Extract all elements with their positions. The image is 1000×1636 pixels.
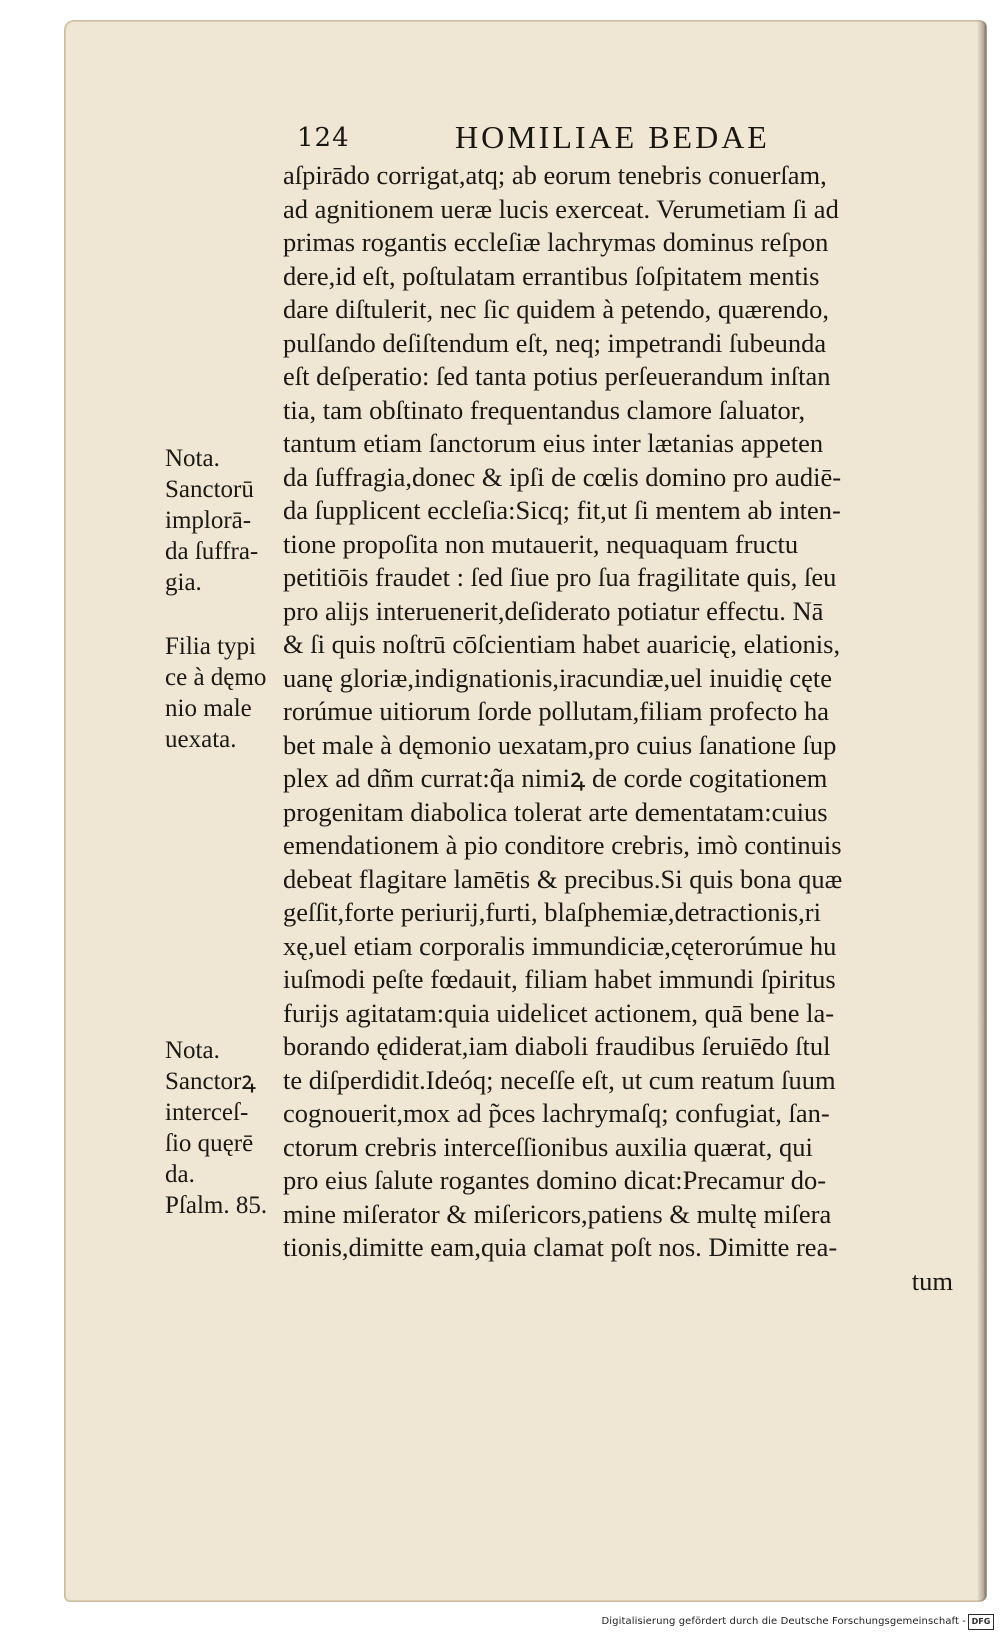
body-line: plex ad dñm currat:q̃a nimiꝝ de corde cogitationem xyxy=(283,763,828,793)
body-line: petitiōis fraudet : ſed ſiue pro ſua fragilitate quis, ſeu xyxy=(283,562,837,592)
body-line: ad agnitionem ueræ lucis exerceat. Verumetiam ſi ad xyxy=(283,193,839,224)
margin-note-line: ſio quęrē xyxy=(165,1130,254,1157)
body-line: pro alijs interuenerit,deſiderato potiatur effectu. Nā xyxy=(283,595,824,626)
page-gutter-shadow xyxy=(977,21,987,1601)
body-line: rorúmue uitiorum ſorde pollutam,filiam profecto ha xyxy=(283,696,830,726)
funding-credit: Digitalisierung gefördert durch die Deutsche Forschungsgemeinschaft - xyxy=(601,1616,966,1627)
margin-note-line: ce à dęmo xyxy=(165,664,267,691)
body-line: pulſando deſiſtendum eſt, neq; impetrandi ſubeunda xyxy=(283,327,827,358)
running-title: HOMILIAE BEDAE xyxy=(455,119,770,155)
body-line: xę,uel etiam corporalis immundiciæ,cęterorúmue hu xyxy=(283,930,837,961)
margin-note-line: gia. xyxy=(165,569,202,596)
body-line: dere,id eſt, poſtulatam errantibus ſoſpitatem mentis xyxy=(283,260,820,291)
body-line: da ſuffragia,donec & ipſi de cœlis domino pro audiē- xyxy=(283,461,842,492)
dfg-logo: DFG xyxy=(968,1614,994,1630)
body-line: borando ędiderat,iam diaboli fraudibus ſeruiēdo ſtul xyxy=(283,1031,831,1061)
margin-note-line: nio male xyxy=(165,695,252,722)
margin-note-line: Pſalm. 85. xyxy=(165,1192,268,1219)
body-line: progenitam diabolica tolerat arte dementatam:cuius xyxy=(283,796,828,827)
margin-note-line: Sanctorū xyxy=(165,476,254,503)
body-line: te diſperdidit.Ideóq; neceſſe eſt, ut cum reatum ſuum xyxy=(283,1064,836,1095)
body-line: bet male à dęmonio uexatam,pro cuius ſanatione ſup xyxy=(283,729,837,760)
margin-note-line: uexata. xyxy=(165,726,237,753)
body-line: aſpirādo corrigat,atq; ab eorum tenebris conuerſam, xyxy=(283,160,827,190)
body-line: tia, tam obſtinato frequentandus clamore ſaluator, xyxy=(283,394,806,425)
margin-note-nota-sanctorum-imploranda xyxy=(165,443,290,598)
body-line: geſſit,forte periurij,furti, blaſphemiæ,detractionis,ri xyxy=(283,897,821,927)
margin-note-nota-sanctorum-intercessio xyxy=(165,1035,290,1221)
body-line: cognouerit,mox ad p̃ces lachrymaſq; confugiat, ſan- xyxy=(283,1098,830,1128)
body-line: primas rogantis eccleſiæ lachrymas dominus reſpon xyxy=(283,227,829,257)
margin-note-line: Sanctorꝝ xyxy=(165,1068,256,1095)
body-line: pro eius ſalute rogantes domino dicat:Precamur do- xyxy=(283,1165,827,1195)
margin-note-line: Nota. xyxy=(165,445,220,472)
body-line: da ſupplicent eccleſia:Sicq; fit,ut ſi mentem ab inten- xyxy=(283,495,841,525)
body-line: tione propoſita non mutauerit, nequaquam fructu xyxy=(283,528,799,559)
body-line: tum xyxy=(911,1265,953,1296)
body-line: tantum etiam ſanctorum eius inter lætanias appeten xyxy=(283,428,824,458)
body-line: eſt deſperatio: ſed tanta potius perſeuerandum inſtan xyxy=(283,361,831,391)
body-line: & ſi quis noſtrū cōſcientiam habet auaricię, elationis, xyxy=(283,629,841,659)
book-page xyxy=(64,20,986,1602)
margin-note-line: interceſ- xyxy=(165,1099,249,1126)
body-line: furijs agitatam:quia uidelicet actionem, quā bene la- xyxy=(283,997,835,1028)
body-line: iuſmodi peſte fœdauit, filiam habet immundi ſpiritus xyxy=(283,964,836,994)
margin-note-line: implorā- xyxy=(165,507,252,534)
page-number: 124 xyxy=(297,123,350,153)
body-line: mine miſerator & miſericors,patiens & multę miſera xyxy=(283,1198,832,1229)
body-line: debeat flagitare lamētis & precibus.Si quis bona quæ xyxy=(283,863,843,894)
margin-note-line: da. xyxy=(165,1161,195,1188)
body-line: uanę gloriæ,indignationis,iracundiæ,uel inuidię cęte xyxy=(283,662,833,693)
margin-note-line: Filia typi xyxy=(165,633,256,660)
running-head xyxy=(65,119,985,159)
body-line: tionis,dimitte eam,quia clamat poſt nos. Dimitte rea- xyxy=(283,1232,838,1262)
margin-note-filia-typice xyxy=(165,631,290,755)
margin-note-line: Nota. xyxy=(165,1037,220,1064)
margin-note-line: da ſuffra- xyxy=(165,538,259,565)
body-line: dare diſtulerit, nec ſic quidem à petendo, quærendo, xyxy=(283,294,830,324)
body-line: emendationem à pio conditore crebris, imò continuis xyxy=(283,830,842,860)
body-text xyxy=(283,159,973,1298)
body-line: ctorum crebris interceſſionibus auxilia quærat, qui xyxy=(283,1131,813,1162)
digitization-footer xyxy=(0,1608,1000,1636)
